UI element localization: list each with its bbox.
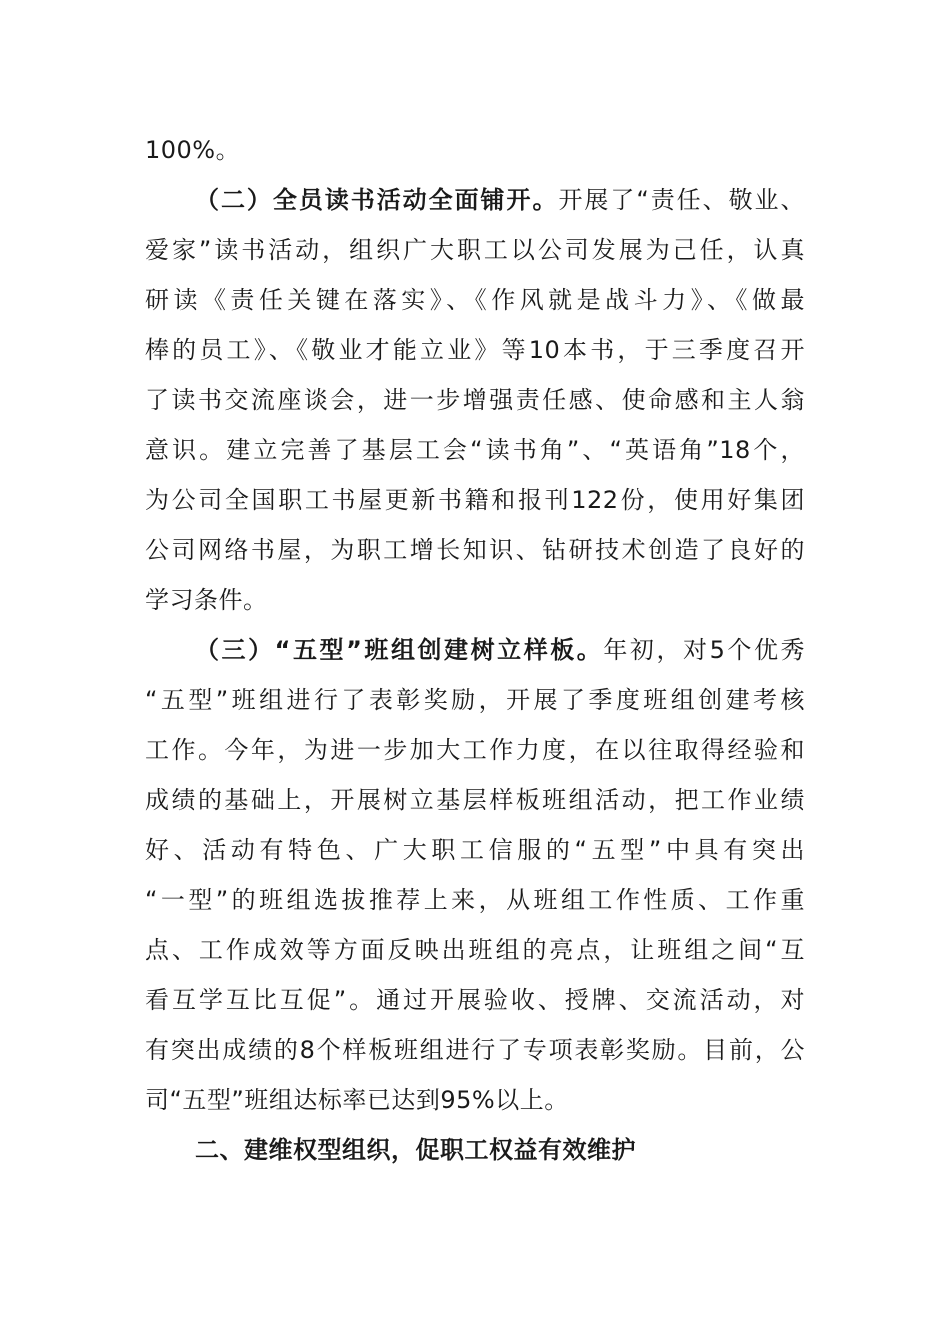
text-line [145, 782, 805, 818]
section-heading: （三）“五型”班组创建树立样板。 [195, 636, 604, 664]
text-run: 棒的员工》、《敬业才能立业》等10本书，于三季度召开 [145, 336, 805, 364]
text-run: 工作。今年，为进一步加大工作力度，在以往取得经验和 [145, 736, 805, 764]
text-line [145, 232, 805, 268]
text-run: 看互学互比互促”。通过开展验收、授牌、交流活动，对 [145, 986, 805, 1014]
text-line [145, 882, 805, 918]
text-line [145, 332, 805, 368]
text-run: 年初，对5个优秀 [603, 636, 806, 664]
section-heading-line [195, 632, 805, 668]
text-run: 好、活动有特色、广大职工信服的“五型”中具有突出 [145, 836, 805, 864]
text-run: 有突出成绩的8个样板班组进行了专项表彰奖励。目前，公 [145, 1036, 805, 1064]
text-run: “五型”班组进行了表彰奖励，开展了季度班组创建考核 [145, 686, 805, 714]
text-run: “一型”的班组选拔推荐上来，从班组工作性质、工作重 [145, 886, 805, 914]
text-run: 爱家”读书活动，组织广大职工以公司发展为己任，认真 [145, 236, 805, 264]
text-line [145, 432, 805, 468]
text-line [145, 982, 805, 1018]
chapter-heading: 二、建维权型组织，促职工权益有效维护 [195, 1136, 636, 1164]
text-run: 100%。 [145, 136, 241, 164]
text-line [145, 1082, 805, 1118]
section-heading-line [195, 182, 805, 218]
text-run: 公司网络书屋，为职工增长知识、钻研技术创造了良好的 [145, 536, 805, 564]
text-line [145, 132, 805, 168]
text-line [145, 532, 805, 568]
text-run: 成绩的基础上，开展树立基层样板班组活动，把工作业绩 [145, 786, 805, 814]
text-line [145, 582, 805, 618]
chapter-heading-line [195, 1132, 805, 1168]
text-run: 意识。建立完善了基层工会“读书角”、“英语角”18个， [145, 436, 805, 464]
text-run: 学习条件。 [145, 586, 268, 614]
text-line [145, 932, 805, 968]
text-line [145, 482, 805, 518]
text-run: 开展了“责任、敬业、 [558, 186, 806, 214]
text-run: 研读《责任关键在落实》、《作风就是战斗力》、《做最 [145, 286, 805, 314]
text-line [145, 382, 805, 418]
text-run: 为公司全国职工书屋更新书籍和报刊122份，使用好集团 [145, 486, 805, 514]
text-line [145, 732, 805, 768]
section-heading: （二）全员读书活动全面铺开。 [195, 186, 559, 214]
text-line [145, 832, 805, 868]
text-run: 了读书交流座谈会，进一步增强责任感、使命感和主人翁 [145, 386, 805, 414]
text-line [145, 682, 805, 718]
text-run: 司“五型”班组达标率已达到95%以上。 [145, 1086, 569, 1114]
text-run: 点、工作成效等方面反映出班组的亮点，让班组之间“互 [145, 936, 805, 964]
text-line [145, 1032, 805, 1068]
text-line [145, 282, 805, 318]
